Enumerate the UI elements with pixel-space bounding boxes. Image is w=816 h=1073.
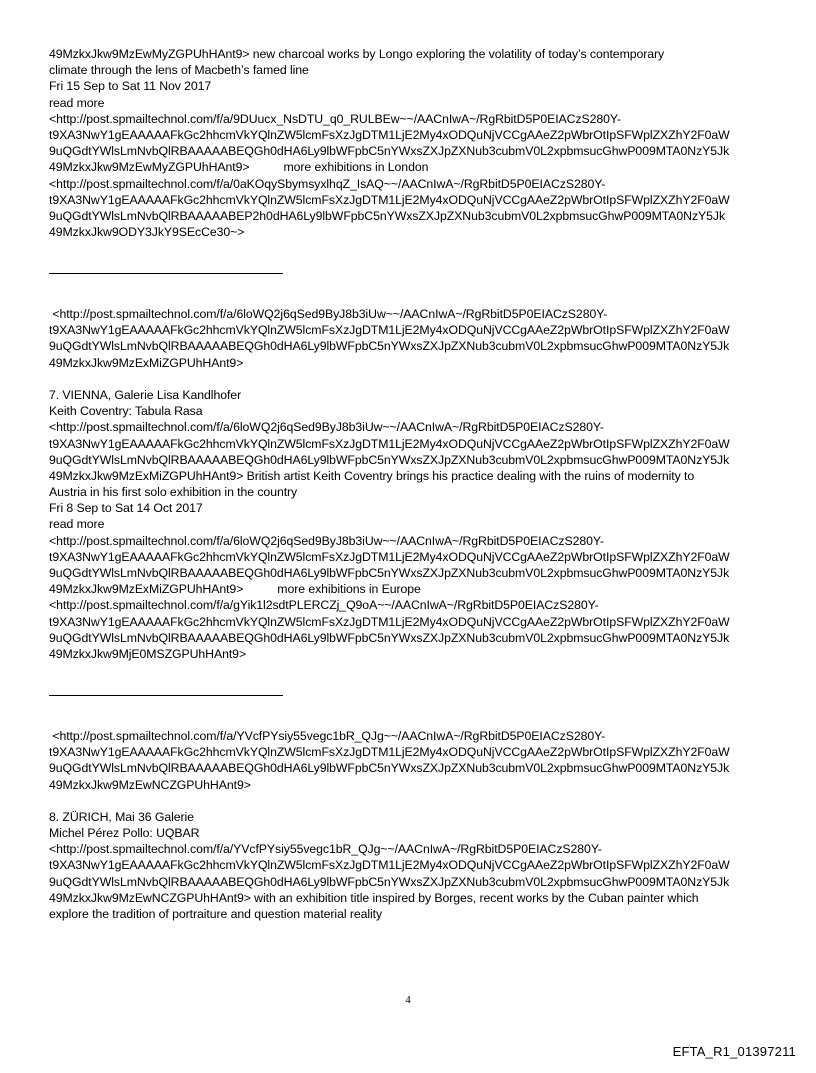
url-line — [49, 581, 769, 597]
spacer — [49, 274, 769, 306]
url-line — [49, 159, 769, 175]
body-line: 49MzkxJkw9MzEwMyZGPUhHAnt9> new charcoal works by Longo exploring the volatility of today’s contemporary — [49, 47, 665, 61]
url-line[interactable]: 9uQGdtYWlsLmNvbQlRBAAAAABEQGh0dHA6Ly9lbWFpbC5nYWxsZXJpZXNub3cubmV0L2xpbmsucGhwP009MTA0NzY5Jk — [49, 144, 730, 159]
url-line[interactable]: 49MzkxJkw9ODY3JkY9SEcCe30~> — [49, 225, 245, 240]
url-line[interactable]: 9uQGdtYWlsLmNvbQlRBAAAAABEQGh0dHA6Ly9lbWFpbC5nYWxsZXJpZXNub3cubmV0L2xpbmsucGhwP009MTA0NzY5Jk — [49, 339, 730, 354]
url-line[interactable]: <http://post.spmailtechnol.com/f/a/gYik1l2sdtPLERCZj_Q9oA~~/AACnIwA~/RgRbitD5P0EIACzS280Y- — [49, 598, 599, 613]
url-line[interactable]: t9XA3NwY1gEAAAAAFkGc2hhcmVkYQlnZW5lcmFsXzJgDTM1LjE2My4xODQuNjVCCgAAeZ2pWbrOtIpSFWplZXZhY2F0aW — [49, 192, 730, 207]
spacer — [49, 793, 769, 809]
url-line[interactable]: t9XA3NwY1gEAAAAAFkGc2hhcmVkYQlnZW5lcmFsXzJgDTM1LjE2My4xODQuNjVCCgAAeZ2pWbrOtIpSFWplZXZhY2F0aW — [49, 127, 730, 142]
spacer — [49, 696, 769, 728]
url-line[interactable]: 9uQGdtYWlsLmNvbQlRBAAAAABEQGh0dHA6Ly9lbWFpbC5nYWxsZXJpZXNub3cubmV0L2xpbmsucGhwP009MTA0NzY5Jk — [49, 761, 730, 776]
body-line: explore the tradition of portraiture and question material reality — [49, 907, 383, 921]
page-number: 4 — [405, 994, 411, 1006]
url-line[interactable]: <http://post.spmailtechnol.com/f/a/9DUucx_NsDTU_q0_RULBEw~~/AACnIwA~/RgRbitD5P0EIACzS280Y- — [49, 111, 621, 126]
url-line[interactable]: t9XA3NwY1gEAAAAAFkGc2hhcmVkYQlnZW5lcmFsXzJgDTM1LjE2My4xODQuNjVCCgAAeZ2pWbrOtIpSFWplZXZhY2F0aW — [49, 858, 730, 873]
url-line[interactable]: <http://post.spmailtechnol.com/f/a/YVcfPYsiy55vegc1bR_QJg~~/AACnIwA~/RgRbitD5P0EIACzS280Y- — [49, 728, 606, 743]
document-id-footer: EFTA_R1_01397211 — [672, 1044, 796, 1059]
url-line[interactable]: <http://post.spmailtechnol.com/f/a/YVcfPYsiy55vegc1bR_QJg~~/AACnIwA~/RgRbitD5P0EIACzS280Y- — [49, 842, 602, 857]
url-line[interactable]: 49MzkxJkw9MjE0MSZGPUhHAnt9> — [49, 646, 247, 661]
exhibition-title: Keith Coventry: Tabula Rasa — [49, 404, 203, 419]
body-line: climate through the lens of Macbeth’s famed line — [49, 63, 309, 78]
url-line[interactable]: <http://post.spmailtechnol.com/f/a/6loWQ2j6qSed9ByJ8b3iUw~~/AACnIwA~/RgRbitD5P0EIACzS280Y- — [49, 533, 604, 548]
url-line[interactable]: 49MzkxJkw9MzExMiZGPUhHAnt9> — [49, 355, 244, 370]
exhibition-dates: Fri 8 Sep to Sat 14 Oct 2017 — [49, 501, 203, 516]
url-line[interactable]: 9uQGdtYWlsLmNvbQlRBAAAAABEQGh0dHA6Ly9lbWFpbC5nYWxsZXJpZXNub3cubmV0L2xpbmsucGhwP009MTA0NzY5Jk — [49, 566, 730, 581]
url-line[interactable]: <http://post.spmailtechnol.com/f/a/6loWQ2j6qSed9ByJ8b3iUw~~/AACnIwA~/RgRbitD5P0EIACzS280Y- — [49, 420, 604, 435]
url-line[interactable]: <http://post.spmailtechnol.com/f/a/0aKOqySbymsyxlhqZ_IsAQ~~/AACnIwA~/RgRbitD5P0EIACzS280Y- — [49, 176, 606, 191]
url-line[interactable]: 9uQGdtYWlsLmNvbQlRBAAAAABEQGh0dHA6Ly9lbWFpbC5nYWxsZXJpZXNub3cubmV0L2xpbmsucGhwP009MTA0NzY5Jk — [49, 874, 730, 889]
url-line[interactable]: 9uQGdtYWlsLmNvbQlRBAAAAABEQGh0dHA6Ly9lbWFpbC5nYWxsZXJpZXNub3cubmV0L2xpbmsucGhwP009MTA0NzY5Jk — [49, 630, 730, 645]
exhibition-dates: Fri 15 Sep to Sat 11 Nov 2017 — [49, 79, 212, 94]
url-line[interactable]: t9XA3NwY1gEAAAAAFkGc2hhcmVkYQlnZW5lcmFsXzJgDTM1LjE2My4xODQuNjVCCgAAeZ2pWbrOtIpSFWplZXZhY2F0aW — [49, 549, 730, 564]
url-fragment[interactable]: 49MzkxJkw9MzExMiZGPUhHAnt9> — [49, 582, 244, 597]
more-exhibitions-link[interactable]: more exhibitions in London — [283, 160, 429, 175]
spacer — [49, 662, 769, 694]
url-line[interactable]: t9XA3NwY1gEAAAAAFkGc2hhcmVkYQlnZW5lcmFsXzJgDTM1LjE2My4xODQuNjVCCgAAeZ2pWbrOtIpSFWplZXZhY2F0aW — [49, 436, 730, 451]
url-line[interactable]: t9XA3NwY1gEAAAAAFkGc2hhcmVkYQlnZW5lcmFsXzJgDTM1LjE2My4xODQuNjVCCgAAeZ2pWbrOtIpSFWplZXZhY2F0aW — [49, 745, 730, 760]
url-line[interactable]: 49MzkxJkw9MzEwNCZGPUhHAnt9> — [49, 777, 251, 792]
spacer — [49, 240, 769, 272]
body-line: 49MzkxJkw9MzExMiZGPUhHAnt9> British artist Keith Coventry brings his practice dealing with the ruins of modernity to — [49, 468, 695, 483]
url-line[interactable]: t9XA3NwY1gEAAAAAFkGc2hhcmVkYQlnZW5lcmFsXzJgDTM1LjE2My4xODQuNjVCCgAAeZ2pWbrOtIpSFWplZXZhY2F0aW — [49, 323, 730, 338]
url-fragment[interactable]: 49MzkxJkw9MzEwMyZGPUhHAnt9> — [49, 160, 250, 175]
document-body — [49, 46, 769, 922]
read-more-link[interactable]: read more — [49, 517, 105, 532]
section-heading: 8. ZÜRICH, Mai 36 Galerie — [49, 809, 194, 824]
section-heading: 7. VIENNA, Galerie Lisa Kandlhofer — [49, 387, 242, 402]
url-line[interactable]: t9XA3NwY1gEAAAAAFkGc2hhcmVkYQlnZW5lcmFsXzJgDTM1LjE2My4xODQuNjVCCgAAeZ2pWbrOtIpSFWplZXZhY2F0aW — [49, 614, 730, 629]
more-exhibitions-link[interactable]: more exhibitions in Europe — [277, 582, 421, 597]
read-more-link[interactable]: read more — [49, 95, 105, 110]
url-line[interactable]: <http://post.spmailtechnol.com/f/a/6loWQ2j6qSed9ByJ8b3iUw~~/AACnIwA~/RgRbitD5P0EIACzS280Y- — [49, 307, 608, 322]
url-line[interactable]: 9uQGdtYWlsLmNvbQlRBAAAAABEQGh0dHA6Ly9lbWFpbC5nYWxsZXJpZXNub3cubmV0L2xpbmsucGhwP009MTA0NzY5Jk — [49, 452, 730, 467]
exhibition-title: Michel Pérez Pollo: UQBAR — [49, 826, 200, 841]
url-line[interactable]: 9uQGdtYWlsLmNvbQlRBAAAAABEP2h0dHA6Ly9lbWFpbC5nYWxsZXJpZXNub3cubmV0L2xpbmsucGhwP009MTA0NzY5Jk — [49, 208, 726, 223]
body-line: 49MzkxJkw9MzEwNCZGPUhHAnt9> with an exhibition title inspired by Borges, recent works by the Cuban painter which — [49, 890, 699, 905]
body-line: Austria in his first solo exhibition in the country — [49, 485, 298, 500]
spacer — [49, 371, 769, 387]
